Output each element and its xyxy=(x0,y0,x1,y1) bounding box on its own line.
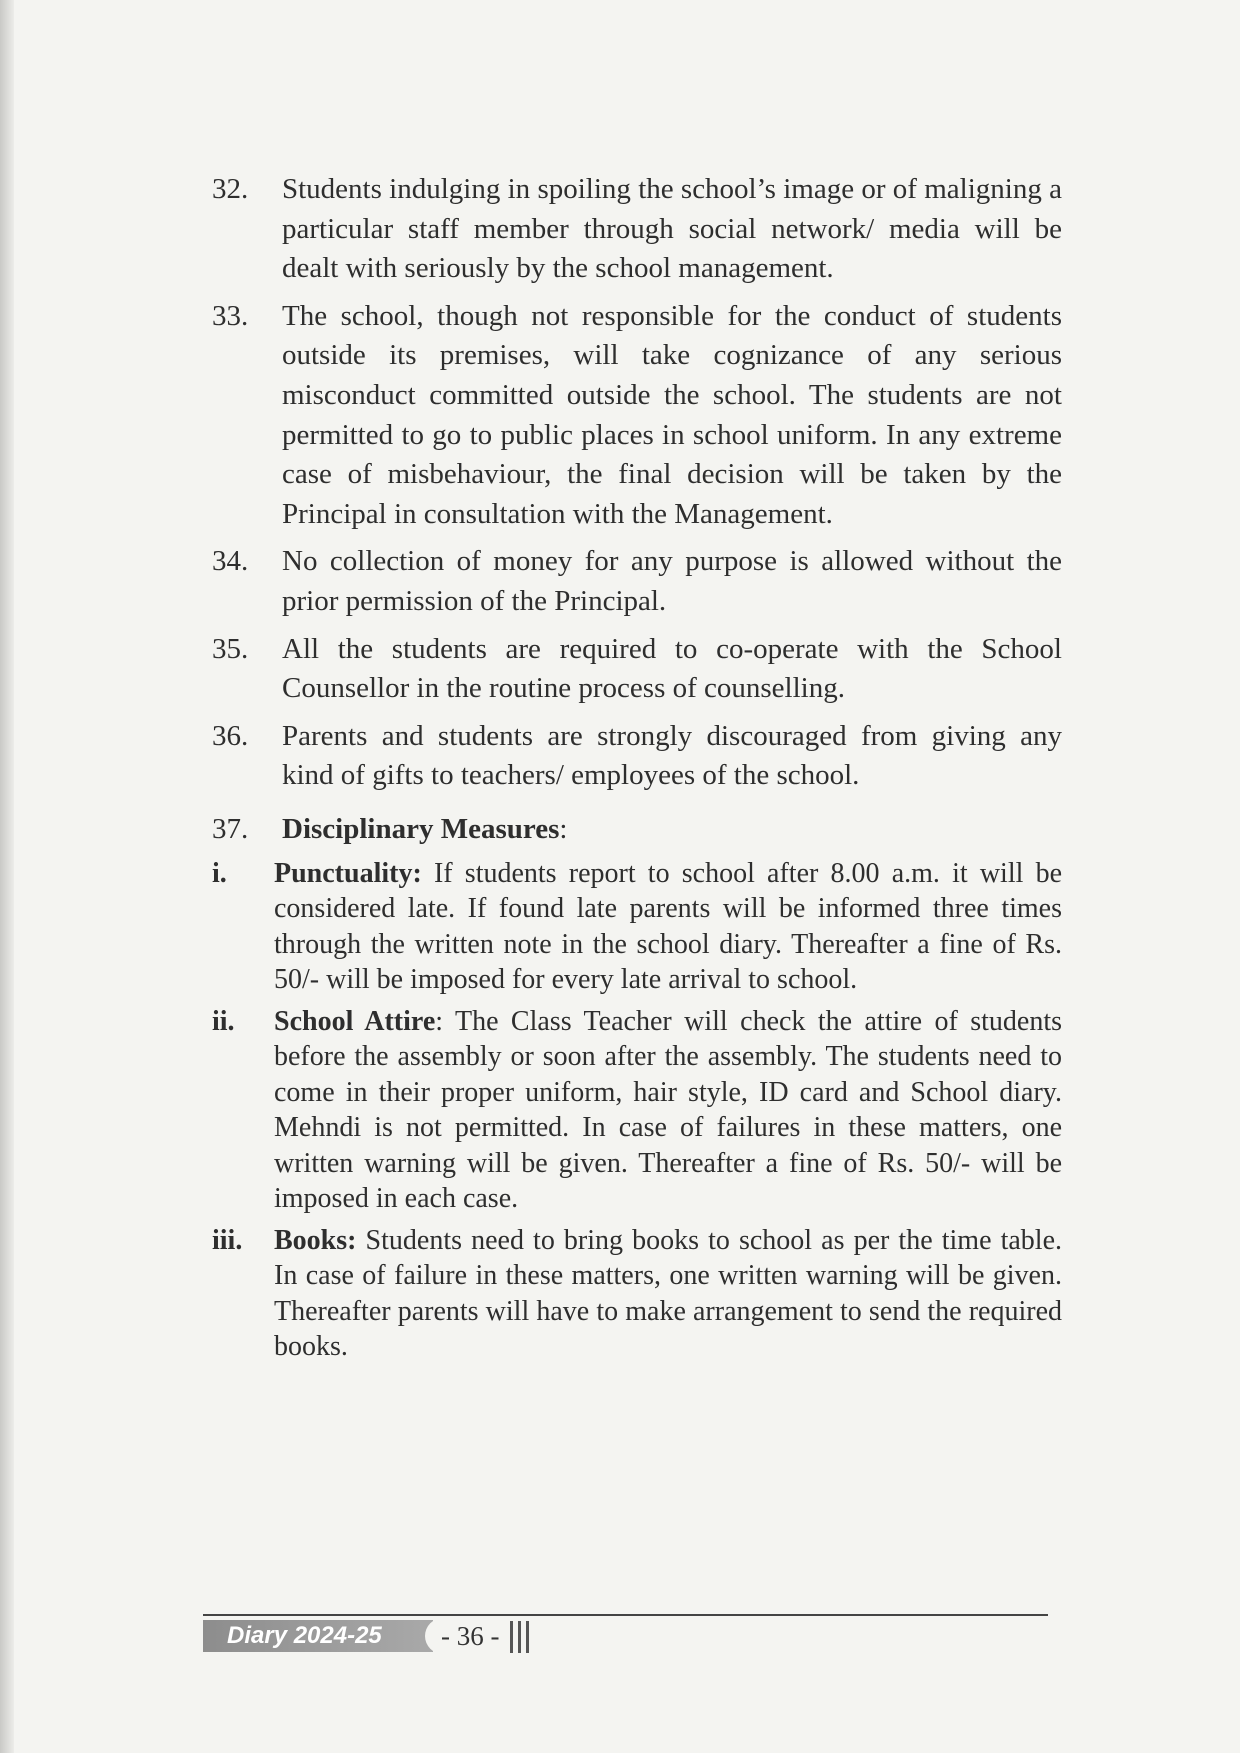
diary-label: Diary 2024-25 xyxy=(203,1620,433,1652)
rule-36 xyxy=(212,717,1062,796)
measure-text: Students need to bring books to school as per the time table. In case of failure in these matters, one written warning will be given. Thereafter parents will have to make arrangement to send the required books. xyxy=(274,1224,1062,1362)
rule-text: Students indulging in spoiling the school’s image or of maligning a particular staff member through social network/ media will be dealt with seriously by the school management. xyxy=(282,173,1062,285)
page-edge xyxy=(0,0,14,1753)
rule-text: Parents and students are strongly discouraged from giving any kind of gifts to teachers/ employees of the school. xyxy=(282,719,1062,792)
measure-text: If students report to school after 8.00 a.m. it will be considered late. If found late parents will be informed three times through the written note in the school diary. Thereafter a fine of Rs. 50/- will be imposed for every late arrival to school. xyxy=(274,857,1062,995)
rule-32 xyxy=(212,170,1062,289)
measure-school-attire xyxy=(212,1004,1062,1217)
page-footer xyxy=(203,1613,1048,1653)
rule-33 xyxy=(212,297,1062,535)
section-heading: Disciplinary Measures xyxy=(282,812,560,845)
footer-rule xyxy=(203,1614,1048,1616)
rule-number: 32. xyxy=(212,173,249,205)
rule-number: 33. xyxy=(212,299,249,332)
measure-books xyxy=(212,1223,1062,1365)
rule-text: The school, though not responsible for the conduct of students outside its premises, will take cognizance of any serious misconduct committed outside the school. The students are not permitted to go to public places in school uniform. In any extreme case of misbehaviour, the final decision will be taken by the Principal in consultation with the Management. xyxy=(282,299,1062,530)
measure-label: Punctuality: xyxy=(274,857,422,889)
rule-number: 34. xyxy=(212,545,249,578)
measure-label: Books: xyxy=(274,1224,357,1256)
measure-label: School Attire xyxy=(274,1005,436,1037)
measure-punctuality xyxy=(212,856,1062,998)
rule-number: 36. xyxy=(212,719,249,752)
rules-content xyxy=(212,170,1062,1371)
roman-numeral: i. xyxy=(212,857,227,889)
page-number: - 36 - xyxy=(425,1618,509,1654)
rule-34 xyxy=(212,542,1062,621)
measure-text: : The Class Teacher will check the attire of students before the assembly or soon after the assembly. The students need to come in their proper uniform, hair style, ID card and School diary. Mehndi is not permitted. In case of failures in these matters, one written warning will be given. Thereafter a fine of Rs. 50/- will be imposed in each case. xyxy=(274,1005,1063,1214)
rule-text: All the students are required to co-operate with the School Counsellor in the routine process of counselling. xyxy=(282,632,1062,705)
rule-number: 35. xyxy=(212,632,249,665)
roman-numeral: ii. xyxy=(212,1005,235,1037)
bars-icon xyxy=(508,1621,532,1653)
roman-numeral: iii. xyxy=(212,1224,243,1256)
rule-37-heading xyxy=(212,810,1062,850)
heading-colon: : xyxy=(559,812,568,845)
rule-35 xyxy=(212,630,1062,709)
rule-number: 37. xyxy=(212,812,249,845)
rule-text: No collection of money for any purpose is allowed without the prior permission of the Principal. xyxy=(282,545,1062,617)
